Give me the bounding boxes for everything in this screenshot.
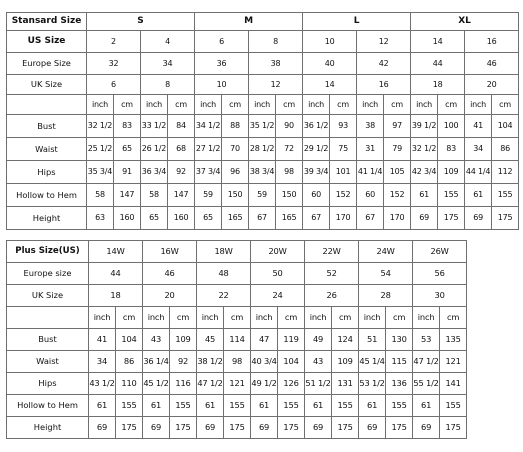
measure-value: 75	[330, 138, 357, 161]
us-size-cell: 10	[303, 31, 357, 53]
measure-value: 60	[357, 184, 384, 207]
plus-uk-size-cell: 18	[89, 285, 143, 307]
measure-value: 65	[195, 207, 222, 230]
europe-size-cell: 44	[411, 53, 465, 75]
measure-value: 69	[359, 417, 386, 439]
measure-value: 39 1/2	[411, 115, 438, 138]
measure-value: 59	[195, 184, 222, 207]
measure-value: 150	[222, 184, 249, 207]
measure-label: Waist	[7, 138, 87, 161]
measure-value: 58	[87, 184, 114, 207]
measure-value: 45 1/2	[143, 373, 170, 395]
europe-size-label: Europe Size	[7, 53, 87, 75]
measure-value: 72	[276, 138, 303, 161]
unit-cell: inch	[87, 95, 114, 115]
measure-value: 97	[384, 115, 411, 138]
measure-value: 152	[330, 184, 357, 207]
plus-uk-size-cell: 24	[251, 285, 305, 307]
measure-value: 175	[440, 417, 467, 439]
measure-value: 141	[440, 373, 467, 395]
europe-size-cell: 42	[357, 53, 411, 75]
measure-label: Hollow to Hem	[7, 184, 87, 207]
measure-value: 53	[413, 329, 440, 351]
unit-cell: inch	[303, 95, 330, 115]
measure-value: 98	[276, 161, 303, 184]
measure-value: 70	[222, 138, 249, 161]
size-group-s: S	[87, 13, 195, 31]
europe-size-cell: 38	[249, 53, 303, 75]
measure-value: 91	[114, 161, 141, 184]
plus-unit-row	[7, 307, 467, 329]
measure-value: 131	[332, 373, 359, 395]
plus-uk-size-cell: 22	[197, 285, 251, 307]
size-group-xl: XL	[411, 13, 519, 31]
plus-us-size-row	[7, 241, 467, 263]
measure-value: 33 1/2	[141, 115, 168, 138]
unit-row	[7, 95, 519, 115]
measure-value: 175	[170, 417, 197, 439]
measure-label: Hips	[7, 161, 87, 184]
measure-value: 59	[249, 184, 276, 207]
measure-value: 38 1/2	[197, 351, 224, 373]
europe-size-row	[7, 53, 519, 75]
uk-size-row	[7, 75, 519, 95]
plus-unit-cell: inch	[143, 307, 170, 329]
unit-cell: inch	[141, 95, 168, 115]
plus-table-title: Plus Size(US)	[7, 241, 89, 263]
plus-unit-cell: inch	[413, 307, 440, 329]
measure-value: 93	[330, 115, 357, 138]
unit-cell: cm	[114, 95, 141, 115]
measure-value: 104	[116, 329, 143, 351]
measure-value: 98	[224, 351, 251, 373]
measure-value: 160	[114, 207, 141, 230]
uk-size-cell: 14	[303, 75, 357, 95]
plus-unit-cell: cm	[278, 307, 305, 329]
plus-europe-size-label: Europe size	[7, 263, 89, 285]
measure-value: 175	[492, 207, 519, 230]
table-row	[7, 329, 467, 351]
measure-value: 92	[170, 351, 197, 373]
measure-value: 165	[276, 207, 303, 230]
uk-size-cell: 16	[357, 75, 411, 95]
unit-cell: inch	[195, 95, 222, 115]
plus-uk-size-cell: 30	[413, 285, 467, 307]
plus-unit-cell: cm	[224, 307, 251, 329]
uk-size-label: UK Size	[7, 75, 87, 95]
uk-size-cell: 18	[411, 75, 465, 95]
measure-value: 155	[278, 395, 305, 417]
measure-value: 175	[278, 417, 305, 439]
measure-value: 170	[330, 207, 357, 230]
unit-cell: inch	[249, 95, 276, 115]
measure-value: 44 1/4	[465, 161, 492, 184]
standard-measure-rows	[7, 115, 519, 230]
measure-value: 109	[170, 329, 197, 351]
measure-value: 40 3/4	[251, 351, 278, 373]
measure-value: 86	[116, 351, 143, 373]
size-group-row	[7, 13, 519, 31]
us-size-row	[7, 31, 519, 53]
unit-cell: inch	[465, 95, 492, 115]
table-row	[7, 373, 467, 395]
plus-size-table	[6, 240, 467, 439]
measure-label: Hollow to Hem	[7, 395, 89, 417]
plus-us-size-cell: 14W	[89, 241, 143, 263]
plus-europe-size-cell: 48	[197, 263, 251, 285]
plus-europe-size-cell: 44	[89, 263, 143, 285]
measure-value: 175	[332, 417, 359, 439]
measure-label: Hips	[7, 373, 89, 395]
measure-value: 58	[141, 184, 168, 207]
measure-value: 61	[89, 395, 116, 417]
measure-value: 124	[332, 329, 359, 351]
table-row	[7, 138, 519, 161]
measure-value: 175	[386, 417, 413, 439]
measure-label: Bust	[7, 329, 89, 351]
measure-value: 43	[143, 329, 170, 351]
measure-value: 155	[440, 395, 467, 417]
plus-uk-size-cell: 28	[359, 285, 413, 307]
measure-value: 41	[465, 115, 492, 138]
measure-value: 61	[197, 395, 224, 417]
unit-cell: inch	[411, 95, 438, 115]
measure-value: 61	[251, 395, 278, 417]
measure-value: 49 1/2	[251, 373, 278, 395]
measure-value: 67	[303, 207, 330, 230]
measure-value: 121	[440, 351, 467, 373]
measure-value: 126	[278, 373, 305, 395]
europe-size-cell: 46	[465, 53, 519, 75]
measure-value: 150	[276, 184, 303, 207]
measure-value: 41 1/4	[357, 161, 384, 184]
measure-value: 160	[168, 207, 195, 230]
measure-value: 115	[386, 351, 413, 373]
measure-value: 69	[413, 417, 440, 439]
size-group-l: L	[303, 13, 411, 31]
measure-value: 38	[357, 115, 384, 138]
unit-cell: cm	[276, 95, 303, 115]
plus-uk-size-row	[7, 285, 467, 307]
plus-europe-size-cell: 52	[305, 263, 359, 285]
plus-unit-cell: inch	[251, 307, 278, 329]
measure-value: 35 3/4	[87, 161, 114, 184]
table-row	[7, 115, 519, 138]
measure-value: 121	[224, 373, 251, 395]
measure-value: 61	[359, 395, 386, 417]
unit-cell: cm	[168, 95, 195, 115]
measure-value: 34	[89, 351, 116, 373]
measure-value: 53 1/2	[359, 373, 386, 395]
unit-cell: cm	[222, 95, 249, 115]
measure-value: 100	[438, 115, 465, 138]
us-size-cell: 2	[87, 31, 141, 53]
plus-us-size-cell: 24W	[359, 241, 413, 263]
measure-label: Waist	[7, 351, 89, 373]
measure-value: 84	[168, 115, 195, 138]
measure-value: 36 3/4	[141, 161, 168, 184]
measure-value: 39 3/4	[303, 161, 330, 184]
plus-europe-size-cell: 56	[413, 263, 467, 285]
measure-value: 41	[89, 329, 116, 351]
measure-value: 47	[251, 329, 278, 351]
measure-value: 88	[222, 115, 249, 138]
table-row	[7, 395, 467, 417]
plus-us-size-cell: 26W	[413, 241, 467, 263]
plus-unit-cell: cm	[386, 307, 413, 329]
us-size-cell: 6	[195, 31, 249, 53]
measure-value: 47 1/2	[197, 373, 224, 395]
measure-value: 90	[276, 115, 303, 138]
measure-value: 69	[251, 417, 278, 439]
measure-value: 155	[332, 395, 359, 417]
measure-value: 47 1/2	[413, 351, 440, 373]
measure-value: 155	[386, 395, 413, 417]
plus-uk-size-cell: 20	[143, 285, 197, 307]
uk-size-cell: 6	[87, 75, 141, 95]
measure-value: 61	[411, 184, 438, 207]
unit-cell: cm	[384, 95, 411, 115]
table-title: Stansard Size	[7, 13, 87, 31]
measure-value: 170	[384, 207, 411, 230]
measure-value: 36 1/2	[303, 115, 330, 138]
measure-value: 116	[170, 373, 197, 395]
measure-value: 69	[89, 417, 116, 439]
plus-unit-row-empty-cell	[7, 307, 89, 329]
us-size-cell: 12	[357, 31, 411, 53]
measure-value: 69	[411, 207, 438, 230]
plus-us-size-cell: 18W	[197, 241, 251, 263]
measure-value: 61	[305, 395, 332, 417]
measure-value: 60	[303, 184, 330, 207]
measure-value: 104	[278, 351, 305, 373]
measure-value: 29 1/2	[303, 138, 330, 161]
europe-size-cell: 40	[303, 53, 357, 75]
measure-value: 34 1/2	[195, 115, 222, 138]
table-row	[7, 184, 519, 207]
measure-value: 45	[197, 329, 224, 351]
unit-cell: cm	[492, 95, 519, 115]
unit-cell: cm	[330, 95, 357, 115]
measure-value: 112	[492, 161, 519, 184]
plus-europe-size-cell: 46	[143, 263, 197, 285]
measure-value: 69	[305, 417, 332, 439]
measure-value: 83	[114, 115, 141, 138]
measure-value: 65	[114, 138, 141, 161]
plus-measure-rows	[7, 329, 467, 439]
measure-value: 45 1/4	[359, 351, 386, 373]
measure-value: 101	[330, 161, 357, 184]
measure-value: 67	[357, 207, 384, 230]
measure-value: 104	[492, 115, 519, 138]
measure-value: 32 1/2	[87, 115, 114, 138]
measure-value: 38 3/4	[249, 161, 276, 184]
plus-unit-cell: cm	[440, 307, 467, 329]
measure-value: 175	[224, 417, 251, 439]
europe-size-cell: 34	[141, 53, 195, 75]
measure-value: 175	[116, 417, 143, 439]
measure-value: 155	[116, 395, 143, 417]
measure-value: 49	[305, 329, 332, 351]
measure-value: 175	[438, 207, 465, 230]
measure-value: 155	[170, 395, 197, 417]
uk-size-cell: 20	[465, 75, 519, 95]
uk-size-cell: 12	[249, 75, 303, 95]
plus-unit-cell: inch	[359, 307, 386, 329]
measure-value: 155	[438, 184, 465, 207]
us-size-cell: 4	[141, 31, 195, 53]
measure-value: 114	[224, 329, 251, 351]
measure-value: 69	[465, 207, 492, 230]
measure-value: 69	[143, 417, 170, 439]
measure-value: 109	[438, 161, 465, 184]
plus-unit-cell: inch	[89, 307, 116, 329]
measure-value: 32 1/2	[411, 138, 438, 161]
measure-label: Height	[7, 207, 87, 230]
measure-value: 61	[413, 395, 440, 417]
measure-value: 31	[357, 138, 384, 161]
us-size-cell: 8	[249, 31, 303, 53]
table-row	[7, 207, 519, 230]
measure-value: 68	[168, 138, 195, 161]
plus-uk-size-cell: 26	[305, 285, 359, 307]
measure-value: 79	[384, 138, 411, 161]
measure-value: 155	[492, 184, 519, 207]
measure-label: Bust	[7, 115, 87, 138]
us-size-label: US Size	[7, 31, 87, 53]
measure-value: 25 1/2	[87, 138, 114, 161]
measure-value: 83	[438, 138, 465, 161]
measure-value: 96	[222, 161, 249, 184]
europe-size-cell: 32	[87, 53, 141, 75]
unit-cell: inch	[357, 95, 384, 115]
table-row	[7, 351, 467, 373]
measure-value: 26 1/2	[141, 138, 168, 161]
measure-value: 63	[87, 207, 114, 230]
measure-value: 147	[114, 184, 141, 207]
plus-unit-cell: cm	[170, 307, 197, 329]
measure-value: 61	[465, 184, 492, 207]
measure-value: 147	[168, 184, 195, 207]
measure-value: 43	[305, 351, 332, 373]
unit-row-empty-cell	[7, 95, 87, 115]
measure-value: 135	[440, 329, 467, 351]
plus-europe-size-cell: 50	[251, 263, 305, 285]
plus-unit-cell: inch	[197, 307, 224, 329]
table-row	[7, 417, 467, 439]
measure-value: 136	[386, 373, 413, 395]
plus-unit-cell: inch	[305, 307, 332, 329]
measure-value: 110	[116, 373, 143, 395]
measure-value: 43 1/2	[89, 373, 116, 395]
plus-us-size-cell: 22W	[305, 241, 359, 263]
size-group-m: M	[195, 13, 303, 31]
measure-value: 105	[384, 161, 411, 184]
uk-size-cell: 10	[195, 75, 249, 95]
measure-value: 51 1/2	[305, 373, 332, 395]
measure-value: 37 3/4	[195, 161, 222, 184]
measure-value: 155	[224, 395, 251, 417]
measure-value: 61	[143, 395, 170, 417]
europe-size-cell: 36	[195, 53, 249, 75]
measure-label: Height	[7, 417, 89, 439]
measure-value: 130	[386, 329, 413, 351]
measure-value: 92	[168, 161, 195, 184]
plus-us-size-cell: 20W	[251, 241, 305, 263]
measure-value: 51	[359, 329, 386, 351]
uk-size-cell: 8	[141, 75, 195, 95]
measure-value: 28 1/2	[249, 138, 276, 161]
measure-value: 55 1/2	[413, 373, 440, 395]
standard-size-table	[6, 12, 519, 230]
measure-value: 69	[197, 417, 224, 439]
unit-cell: cm	[438, 95, 465, 115]
plus-europe-size-cell: 54	[359, 263, 413, 285]
measure-value: 65	[141, 207, 168, 230]
measure-value: 152	[384, 184, 411, 207]
measure-value: 119	[278, 329, 305, 351]
plus-uk-size-label: UK Size	[7, 285, 89, 307]
plus-unit-cell: cm	[116, 307, 143, 329]
measure-value: 86	[492, 138, 519, 161]
measure-value: 42 3/4	[411, 161, 438, 184]
measure-value: 36 1/4	[143, 351, 170, 373]
plus-europe-size-row	[7, 263, 467, 285]
measure-value: 35 1/2	[249, 115, 276, 138]
measure-value: 67	[249, 207, 276, 230]
us-size-cell: 16	[465, 31, 519, 53]
plus-us-size-cell: 16W	[143, 241, 197, 263]
table-row	[7, 161, 519, 184]
measure-value: 34	[465, 138, 492, 161]
plus-unit-cell: cm	[332, 307, 359, 329]
us-size-cell: 14	[411, 31, 465, 53]
measure-value: 27 1/2	[195, 138, 222, 161]
measure-value: 165	[222, 207, 249, 230]
measure-value: 109	[332, 351, 359, 373]
